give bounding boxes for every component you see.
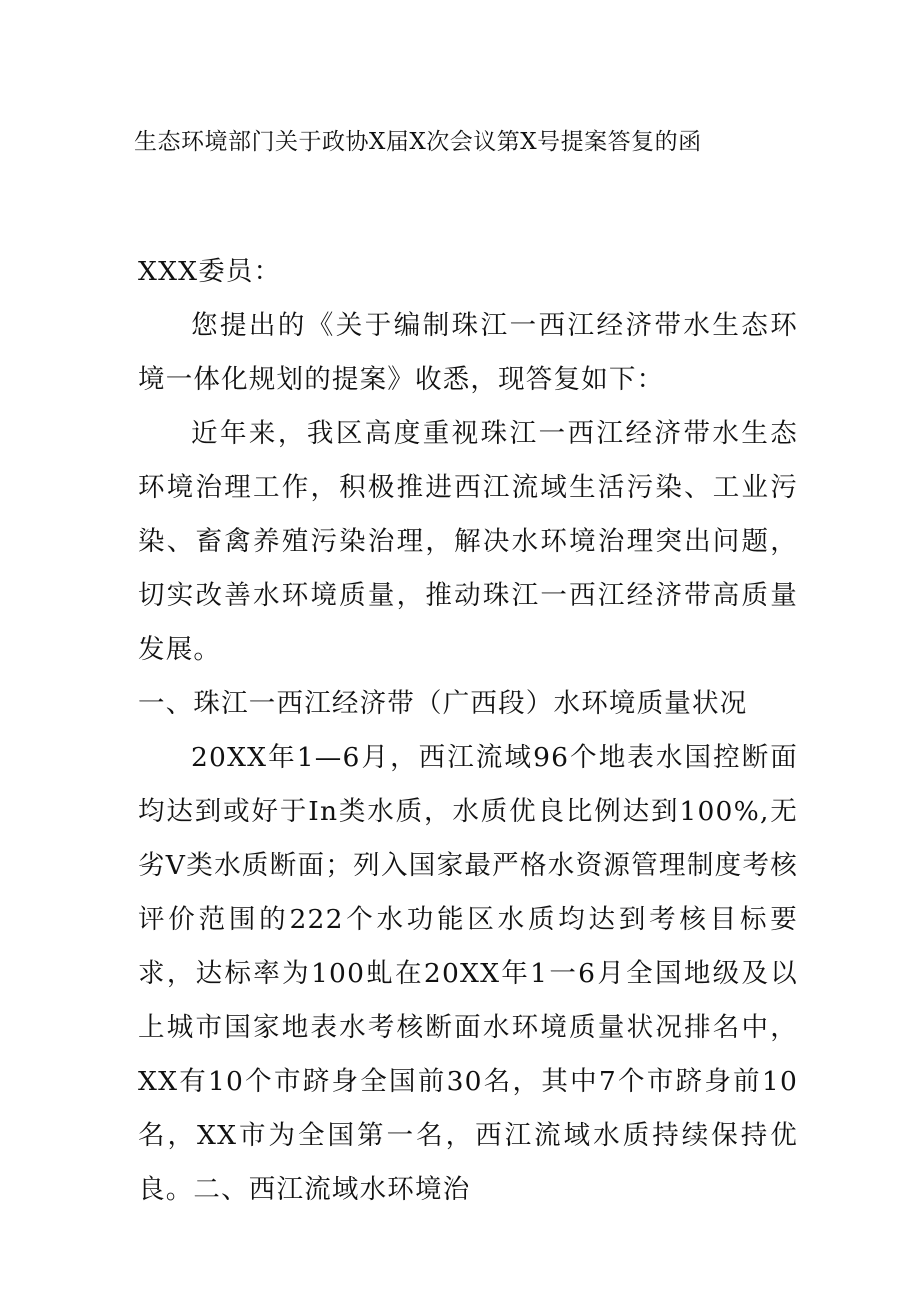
salutation: XXX委员： xyxy=(138,256,282,287)
paragraph-intro: 您提出的《关于编制珠江一西江经济带水生态环境一体化规划的提案》收悉，现答复如下： xyxy=(138,310,798,395)
section-heading: 一、珠江一西江经济带（广西段）水环境质量状况 xyxy=(138,688,748,719)
document-title: 生态环境部门关于政协X届X次会议第X号提案答复的函 xyxy=(134,129,702,155)
paragraph-overview: 近年来，我区高度重视珠江一西江经济带水生态环境治理工作，积极推进西江流域生活污染、工业污染、畜禽养殖污染治理，解决水环境治理突出问题，切实改善水环境质量，推动珠江一西江经济带高质量发展。 xyxy=(138,418,798,665)
paragraph-water-quality: 20XX年1—6月，西江流域96个地表水国控断面均达到或好于In类水质，水质优良比例达到100%,无劣V类水质断面；列入国家最严格水资源管理制度考核评价范围的222个水功能区水质均达到考核目标要求，达标率为100虬在20XX年1一6月全国地级及以上城市国家地表水考核断面水环境质量状况排名中，XX有10个市跻身全国前30名，其中7个市跻身前10名，XX市为全国第一名，西江流域水质持续保持优良。二、西江流域水环境治 xyxy=(138,742,798,1205)
document-body xyxy=(138,245,798,1217)
